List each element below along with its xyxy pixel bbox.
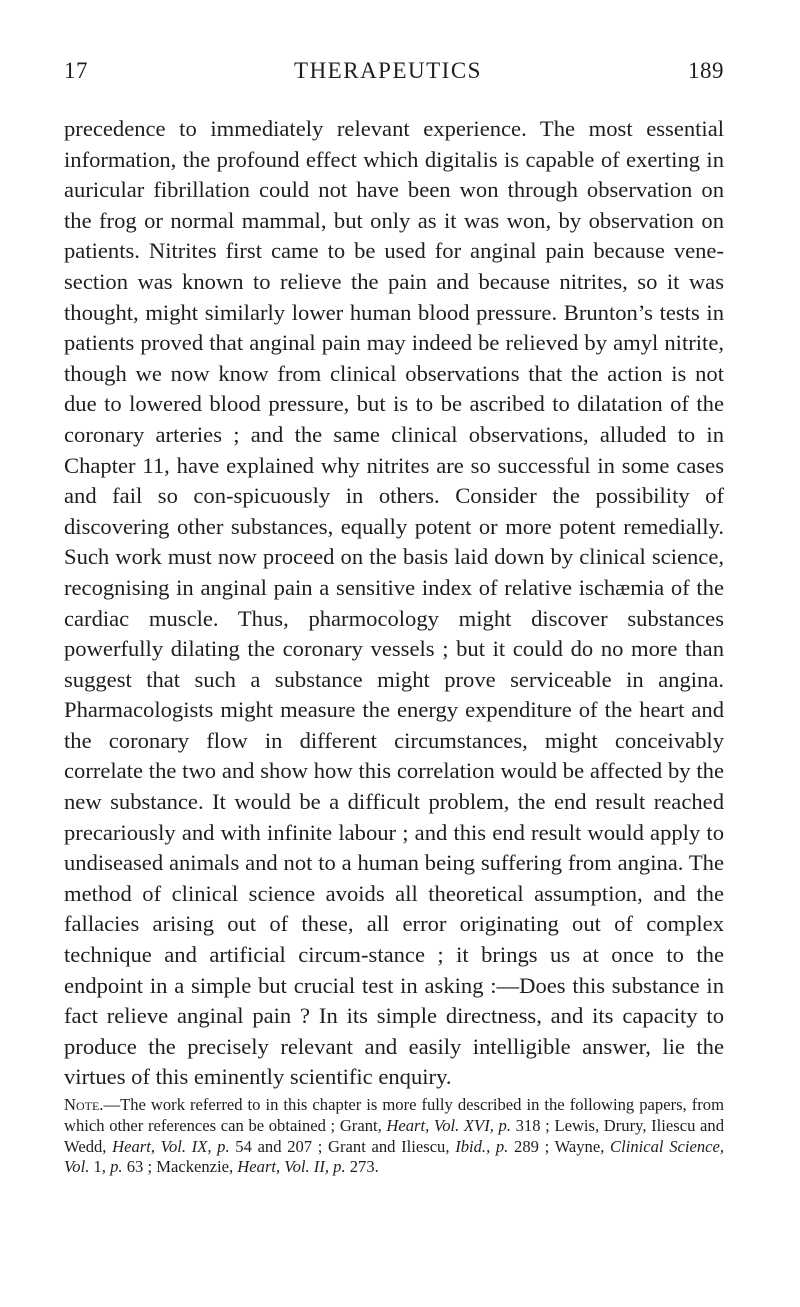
ref-journal: Heart, Vol. XVI, p.	[386, 1115, 511, 1135]
ref-detail: 54 and 207 ; Grant and Iliescu,	[229, 1136, 456, 1156]
footnote	[64, 1095, 724, 1178]
ref-journal: Heart, Vol. IX, p.	[112, 1136, 230, 1156]
body-text	[64, 114, 724, 1093]
ref-journal: p.	[110, 1157, 123, 1177]
chapter-number: 17	[64, 58, 88, 83]
ref-detail: 273.	[345, 1157, 379, 1177]
ref-detail: 1,	[89, 1157, 111, 1177]
note-intro: —The work referred to in this chapter is more fully described in the following papers, from which other references can be obtained ; Grant,	[64, 1095, 724, 1135]
running-title: THERAPEUTICS	[294, 58, 482, 83]
ref-detail: 318 ; Lewis, Drury, Iliescu and Wedd,	[64, 1115, 724, 1156]
main-paragraph: precedence to immediately relevant experience. The most essential information, the profound effect which digitalis is capable of exerting in auricular fibrillation could not have been won through observation on the frog or normal mammal, but only as it was won, by observation on patients. Nitrites first came to be used for anginal pain because vene-section was known to relieve the pain and because nitrites, so it was thought, might similarly lower human blood pressure. Brunton’s tests in patients proved that anginal pain may indeed be relieved by amyl nitrite, though we now know from clinical observations that the action is not due to lowered blood pressure, but is to be ascribed to dilatation of the coronary arteries ; and the same clinical observations, alluded to in Chapter 11, have explained why nitrites are so successful in some cases and fail so con-spicuously in others. Consider the possibility of discovering other substances, equally potent or more potent remedially. Such work must now proceed on the basis laid down by clinical science, recognising in anginal pain a sensitive index of relative ischæmia of the cardiac muscle. Thus, pharmocology might discover substances powerfully dilating the coronary vessels ; but it could do no more than suggest that such a substance might prove serviceable in angina. Pharmacologists might measure the energy expenditure of the heart and the coronary flow in different circumstances, might conceivably correlate the two and show how this correlation would be affected by the new substance. It would be a difficult problem, the end result reached precariously and with infinite labour ; and this end result would apply to undiseased animals and not to a human being suffering from angina. The method of clinical science avoids all theoretical assumption, and the fallacies arising out of these, all error originating out of complex technique and artificial circum-stance ; it brings us at once to the endpoint in a simple but crucial test in asking :—Does this substance in fact relieve anginal pain ? In its simple directness, and its capacity to produce the precisely relevant and easily intelligible answer, lie the virtues of this eminently scientific enquiry.	[64, 116, 724, 1090]
ref-detail: 289 ; Wayne,	[508, 1136, 611, 1156]
running-head	[64, 58, 724, 92]
ref-journal: Clinical Science, Vol.	[64, 1136, 725, 1177]
ref-detail: 63 ; Mackenzie,	[122, 1157, 238, 1177]
book-page	[64, 58, 724, 1178]
ref-journal: Heart, Vol. II, p.	[237, 1157, 346, 1177]
page-number: 189	[687, 58, 724, 83]
ref-journal: Ibid., p.	[455, 1136, 509, 1156]
note-label: Note.	[64, 1095, 104, 1114]
